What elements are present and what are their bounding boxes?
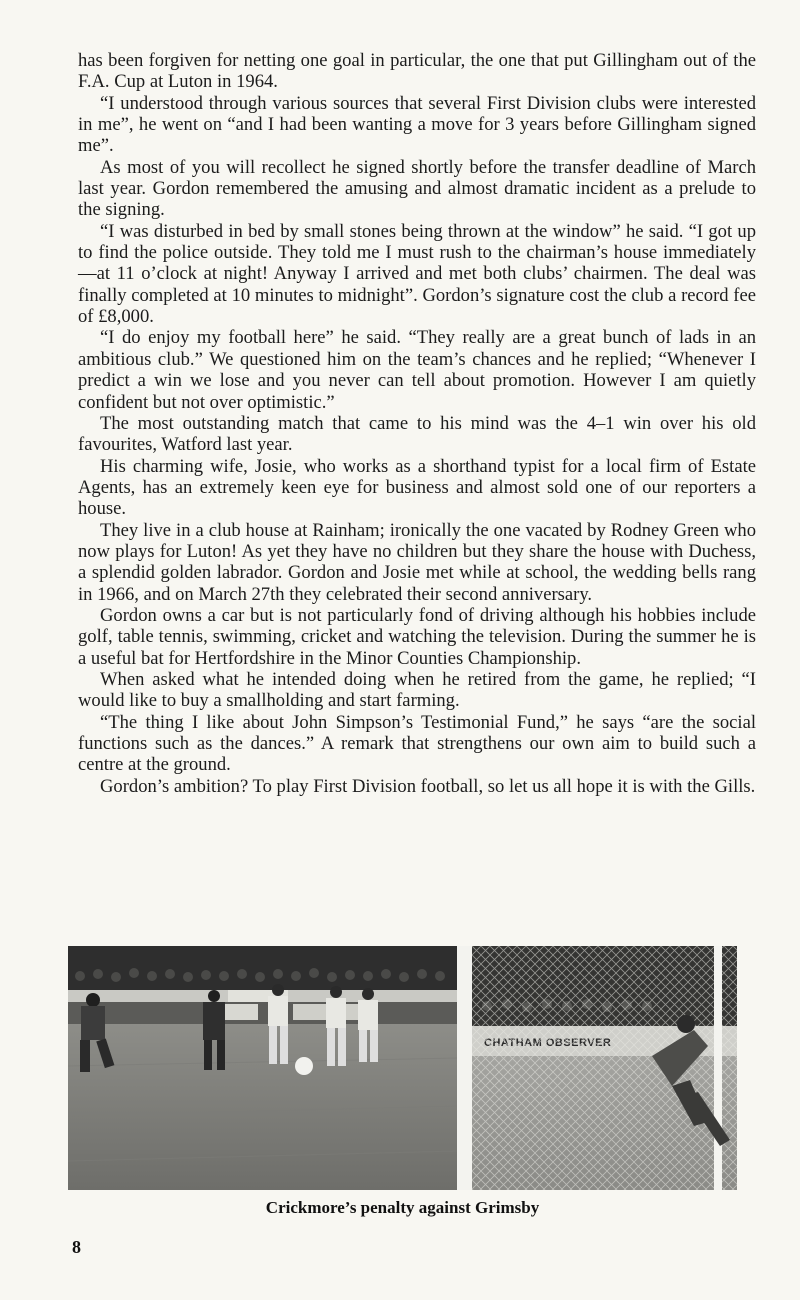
article-paragraph: As most of you will recollect he signed shortly before the transfer deadline of March last year. Gordon remembered the amusing and almost dramatic incident as a prelude to the signing. bbox=[78, 156, 756, 221]
article-paragraph: His charming wife, Josie, who works as a shorthand typist for a local firm of Estate Agents, has an extremely keen eye for business and almost sold one of our reporters a house. bbox=[78, 455, 756, 520]
article-paragraph: “I was disturbed in bed by small stones being thrown at the window” he said. “I got up to find the police outside. They told me I must rush to the chairman’s house immediately—at 11 o’clock at night! Anyway I arrived and met both clubs’ chairmen. The deal was finally completed at 10 minutes to midnight”. Gordon’s signature cost the club a record fee of £8,000. bbox=[78, 220, 756, 328]
article-paragraph: When asked what he intended doing when he retired from the game, he replied; “I would like to buy a smallholding and start farming. bbox=[78, 668, 756, 712]
photo-left-penalty-scene bbox=[68, 946, 457, 1190]
photo-right-goal-scene bbox=[472, 946, 737, 1190]
photo-caption: Crickmore’s penalty against Grimsby bbox=[265, 1198, 540, 1217]
article-paragraph: Gordon’s ambition? To play First Division football, so let us all hope it is with the Gills. bbox=[100, 775, 756, 797]
article-body bbox=[78, 50, 756, 797]
photo-divider bbox=[457, 946, 472, 1190]
article-paragraph: “I do enjoy my football here” he said. “They really are a great bunch of lads in an ambitious club.” We questioned him on the team’s chances and he replied; “Whenever I predict a win we lose and you never can tell about promotion. However I am quietly confident but not over optimistic.” bbox=[78, 327, 756, 413]
article-paragraph: The most outstanding match that came to his mind was the 4–1 win over his old favourites, Watford last year. bbox=[78, 412, 756, 456]
article-paragraph: has been forgiven for netting one goal in particular, the one that put Gillingham out of the F.A. Cup at Luton in 1964. bbox=[78, 50, 756, 93]
article-paragraph: “I understood through various sources that several First Division clubs were interested in me”, he went on “and I had been wanting a move for 3 years before Gillingham signed me”. bbox=[78, 92, 756, 157]
match-photograph bbox=[68, 946, 737, 1190]
article-paragraph: Gordon owns a car but is not particularly fond of driving although his hobbies include golf, table tennis, swimming, cricket and watching the television. During the summer he is a useful bat for Hertfordshire in the Minor Counties Championship. bbox=[78, 604, 756, 669]
article-paragraph: They live in a club house at Rainham; ironically the one vacated by Rodney Green who now plays for Luton! As yet they have no children but they share the house with Duchess, a splendid golden labrador. Gordon and Josie met while at school, the wedding bells rang in 1966, and on March 27th they celebrated their second anniversary. bbox=[78, 519, 756, 605]
article-paragraph: “The thing I like about John Simpson’s Testimonial Fund,” he says “are the social functions such as the dances.” A remark that strengthens our own aim to build such a centre at the ground. bbox=[78, 711, 756, 776]
page-number: 8 bbox=[72, 1237, 81, 1257]
